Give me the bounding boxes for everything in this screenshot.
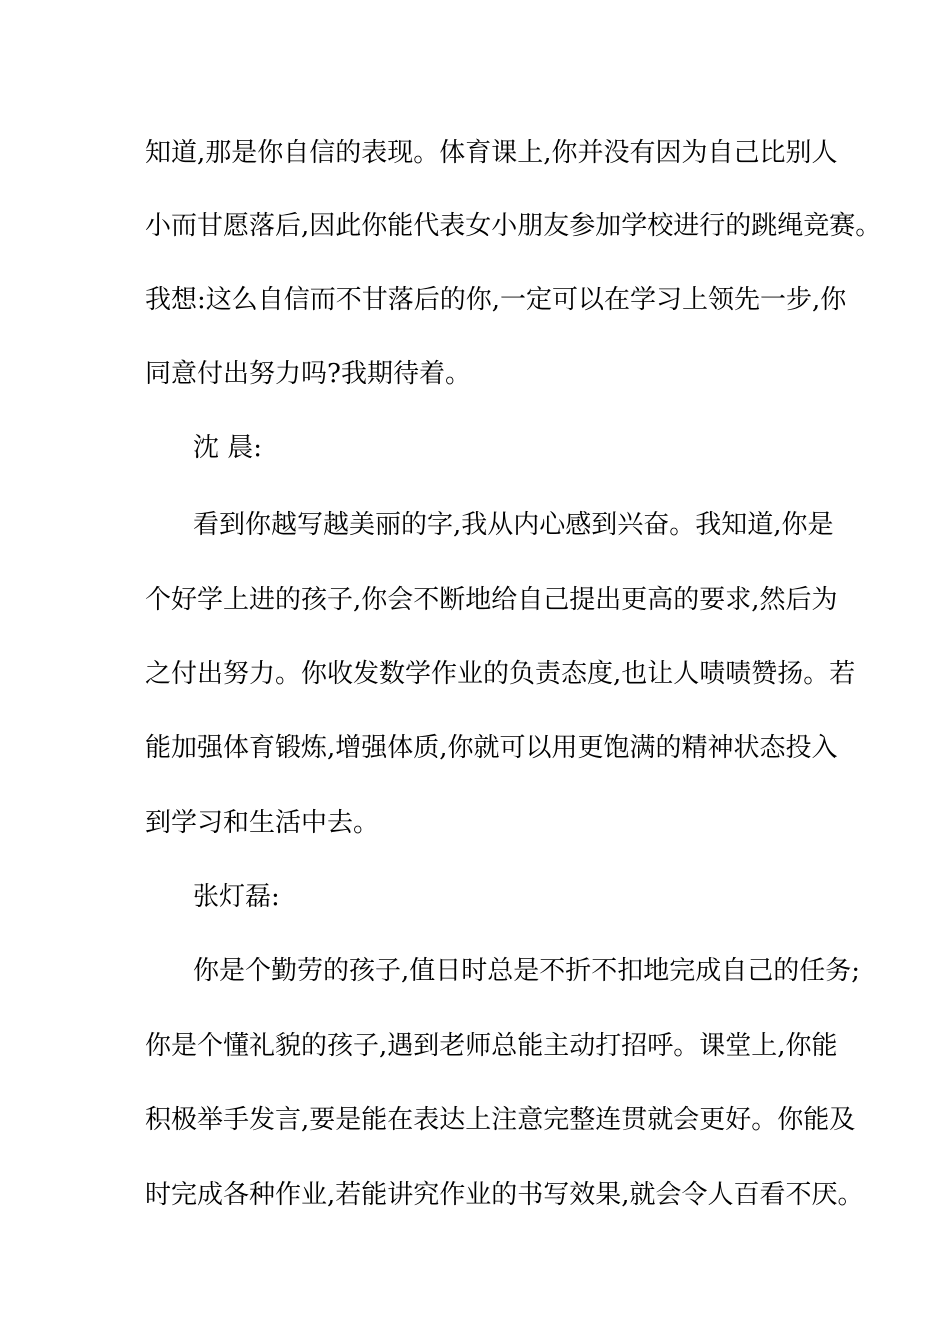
student-name-heading: 张灯磊:	[193, 882, 280, 912]
text-line: 知道,那是你自信的表现。体育课上,你并没有因为自己比别人	[145, 138, 838, 168]
text-line: 看到你越写越美丽的字,我从内心感到兴奋。我知道,你是	[193, 510, 834, 540]
text-line: 我想:这么自信而不甘落后的你,一定可以在学习上领先一步,你	[145, 285, 847, 315]
text-line: 时完成各种作业,若能讲究作业的书写效果,就会令人百看不厌。	[145, 1180, 864, 1210]
text-line: 你是个懂礼貌的孩子,遇到老师总能主动打招呼。课堂上,你能	[145, 1031, 838, 1061]
text-line: 个好学上进的孩子,你会不断地给自己提出更高的要求,然后为	[145, 585, 838, 615]
text-line: 积极举手发言,要是能在表达上注意完整连贯就会更好。你能及	[145, 1105, 856, 1135]
text-line: 同意付出努力吗?我期待着。	[145, 359, 471, 389]
student-name-heading: 沈 晨:	[193, 433, 263, 463]
text-line: 小而甘愿落后,因此你能代表女小朋友参加学校进行的跳绳竞赛。	[145, 211, 882, 241]
text-line: 之付出努力。你收发数学作业的负责态度,也让人啧啧赞扬。若	[145, 659, 856, 689]
text-line: 到学习和生活中去。	[145, 808, 380, 838]
text-line: 你是个勤劳的孩子,值日时总是不折不扣地完成自己的任务;	[193, 956, 861, 986]
text-line: 能加强体育锻炼,增强体质,你就可以用更饱满的精神状态投入	[145, 733, 838, 763]
